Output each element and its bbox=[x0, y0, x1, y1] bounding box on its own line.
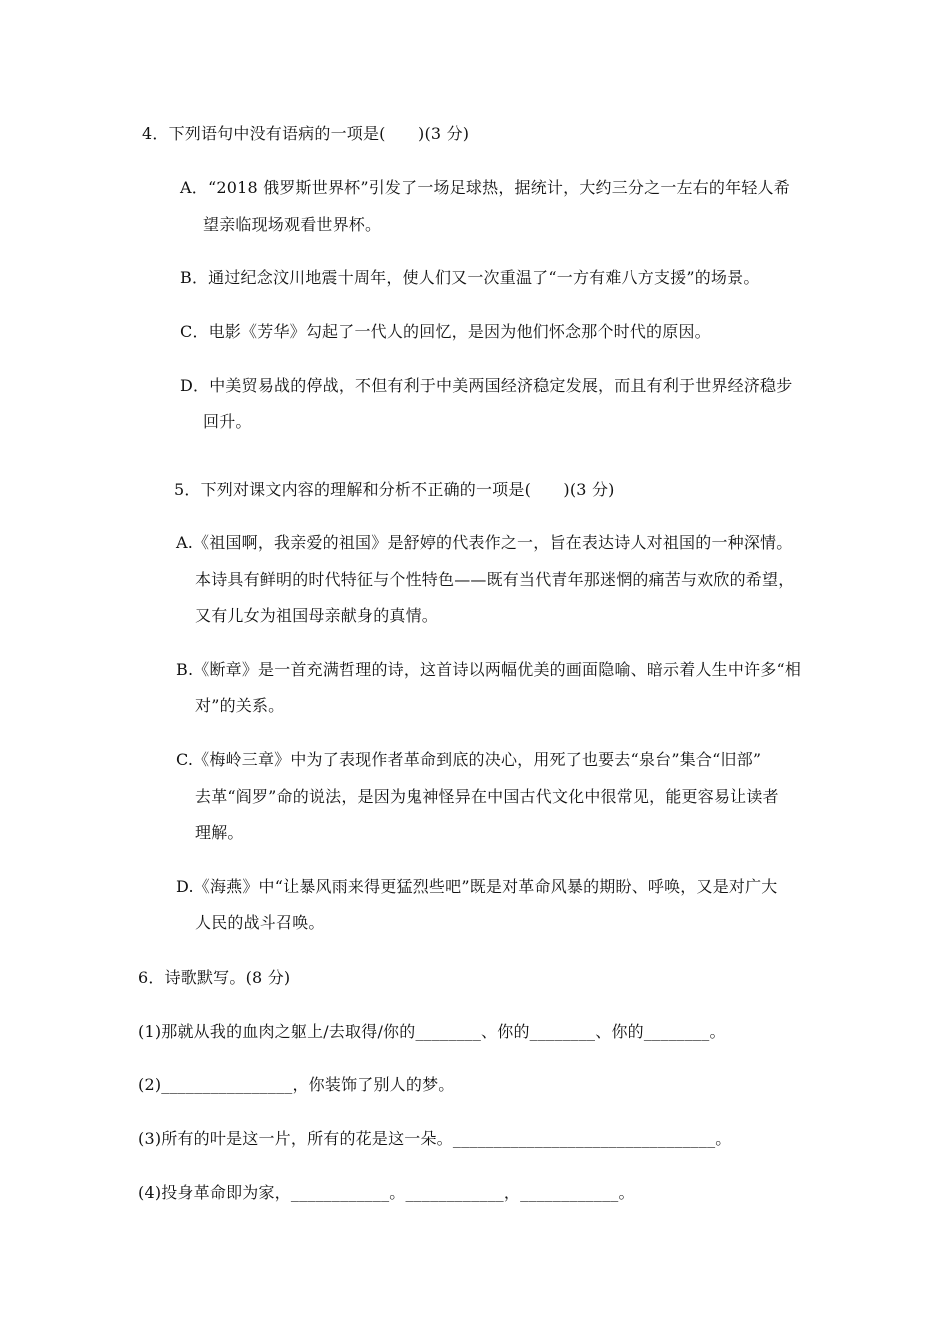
q5-option-b-line1: B.《断章》是一首充满哲理的诗，这首诗以两幅优美的画面隐喻、暗示着人生中许多“相 bbox=[176, 660, 802, 679]
q6-item-2: (2)________________，你装饰了别人的梦。 bbox=[138, 1075, 455, 1094]
q5-stem: 5．下列对课文内容的理解和分析不正确的一项是( )(3 分) bbox=[174, 480, 615, 499]
q4-option-a-line1: A．“2018 俄罗斯世界杯”引发了一场足球热，据统计，大约三分之一左右的年轻人希 bbox=[180, 178, 790, 197]
q5-option-c-line3: 理解。 bbox=[195, 823, 244, 842]
q5-option-b-line2: 对”的关系。 bbox=[195, 696, 285, 715]
q5-option-a-line2: 本诗具有鲜明的时代特征与个性特色——既有当代青年那迷惘的痛苦与欢欣的希望， bbox=[195, 570, 795, 589]
q6-item-3: (3)所有的叶是这一片，所有的花是这一朵。________________________________。 bbox=[138, 1129, 732, 1148]
q6-item-1: (1)那就从我的血肉之躯上/去取得/你的________、你的________、你的________。 bbox=[138, 1022, 726, 1041]
q5-option-a-line1: A.《祖国啊，我亲爱的祖国》是舒婷的代表作之一，旨在表达诗人对祖国的一种深情。 bbox=[176, 533, 793, 552]
q5-option-d-line1: D.《海燕》中“让暴风雨来得更猛烈些吧”既是对革命风暴的期盼、呼唤，又是对广大 bbox=[176, 877, 778, 896]
q6-item-4: (4)投身革命即为家，____________。____________，____________。 bbox=[138, 1183, 635, 1202]
q4-option-a-line2: 望亲临现场观看世界杯。 bbox=[203, 215, 382, 234]
q5-option-a-line3: 又有儿女为祖国母亲献身的真情。 bbox=[195, 606, 439, 625]
q4-option-d-line1: D．中美贸易战的停战，不但有利于中美两国经济稳定发展，而且有利于世界经济稳步 bbox=[180, 376, 793, 395]
q5-option-d-line2: 人民的战斗召唤。 bbox=[195, 913, 325, 932]
q4-stem: 4．下列语句中没有语病的一项是( )(3 分) bbox=[142, 124, 470, 143]
q5-option-c-line2: 去革“阎罗”命的说法，是因为鬼神怪异在中国古代文化中很常见，能更容易让读者 bbox=[195, 787, 779, 806]
q6-stem: 6．诗歌默写。(8 分) bbox=[138, 968, 291, 987]
q5-option-c-line1: C.《梅岭三章》中为了表现作者革命到底的决心，用死了也要去“泉台”集合“旧部” bbox=[176, 750, 762, 769]
q4-option-c: C．电影《芳华》勾起了一代人的回忆，是因为他们怀念那个时代的原因。 bbox=[180, 322, 711, 341]
q4-option-b: B．通过纪念汶川地震十周年，使人们又一次重温了“一方有难八方支援”的场景。 bbox=[180, 268, 760, 287]
q4-option-d-line2: 回升。 bbox=[203, 412, 252, 431]
